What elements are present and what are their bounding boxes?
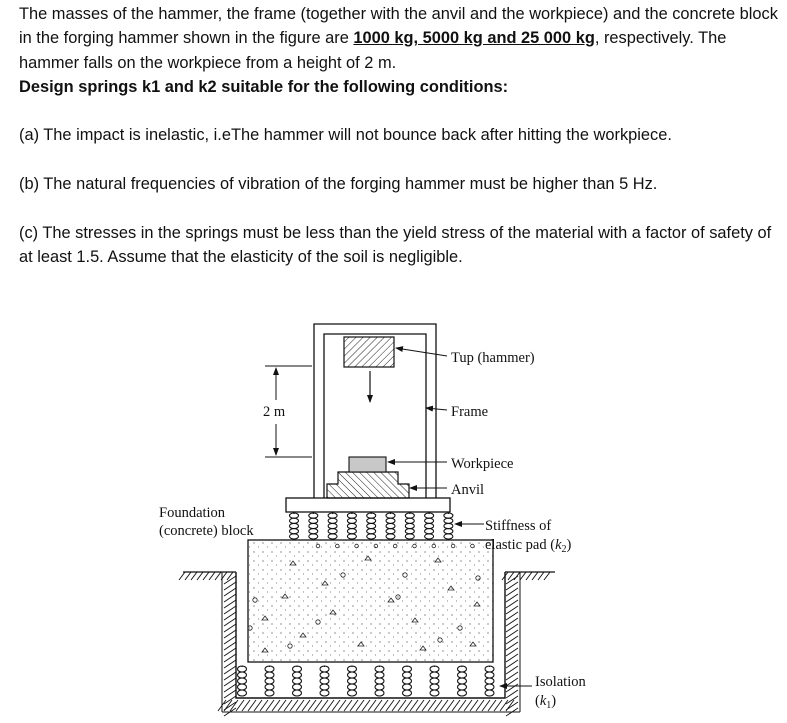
pad-label-prefix: elastic pad ( xyxy=(485,537,556,553)
isolation-label-var: k xyxy=(539,693,547,709)
foundation-label-line1: Foundation xyxy=(159,505,226,521)
foundation-block xyxy=(248,540,493,662)
isolation-springs xyxy=(238,666,495,696)
height-label: 2 m xyxy=(263,404,286,420)
isolation-label-line1: Isolation xyxy=(535,674,586,690)
condition-b: (b) The natural frequencies of vibration of the forging hammer must be higher than 5 Hz. xyxy=(19,175,658,194)
anvil xyxy=(327,472,409,498)
intro-text: The masses of the hammer, the frame (together with the anvil and the workpiece) and the concrete block in the forging hammer shown in the figure are xyxy=(19,5,778,48)
condition-c: (c) The stresses in the springs must be less than the yield stress of the material with a factor of safety of at least 1.5. Assume that the elasticity of the soil is negligible. xyxy=(19,223,772,266)
pad-label-line1: Stiffness of xyxy=(485,518,552,534)
frame-base xyxy=(286,498,450,512)
anvil-label: Anvil xyxy=(451,482,485,498)
pad-label-sub: 2 xyxy=(561,544,567,555)
pad-label-suffix: ) xyxy=(566,537,572,553)
condition-a: (a) The impact is inelastic, i.eThe hammer will not bounce back after hitting the workpiece. xyxy=(19,126,672,145)
intro-text-end: , respectively. The hammer falls on the workpiece from a height of 2 m. xyxy=(19,29,727,72)
foundation-label-line2: (concrete) block xyxy=(159,523,254,539)
isolation-label-prefix: ( xyxy=(535,693,540,709)
pad-label-var: k xyxy=(555,537,562,553)
masses-values: 1000 kg, 5000 kg and 25 000 kg xyxy=(353,29,595,48)
tup-hammer xyxy=(344,337,394,367)
workpiece xyxy=(349,457,386,472)
isolation-label-line2 xyxy=(535,693,556,711)
isolation-label-sub: 1 xyxy=(546,700,552,711)
workpiece-label: Workpiece xyxy=(451,456,514,472)
task-heading: Design springs k1 and k2 suitable for the following conditions: xyxy=(19,77,509,96)
pad-label-line2 xyxy=(485,537,572,555)
frame-label: Frame xyxy=(451,404,489,420)
isolation-label-suffix: ) xyxy=(551,693,557,709)
tup-label: Tup (hammer) xyxy=(451,350,535,366)
elastic-pad-springs xyxy=(290,513,453,539)
